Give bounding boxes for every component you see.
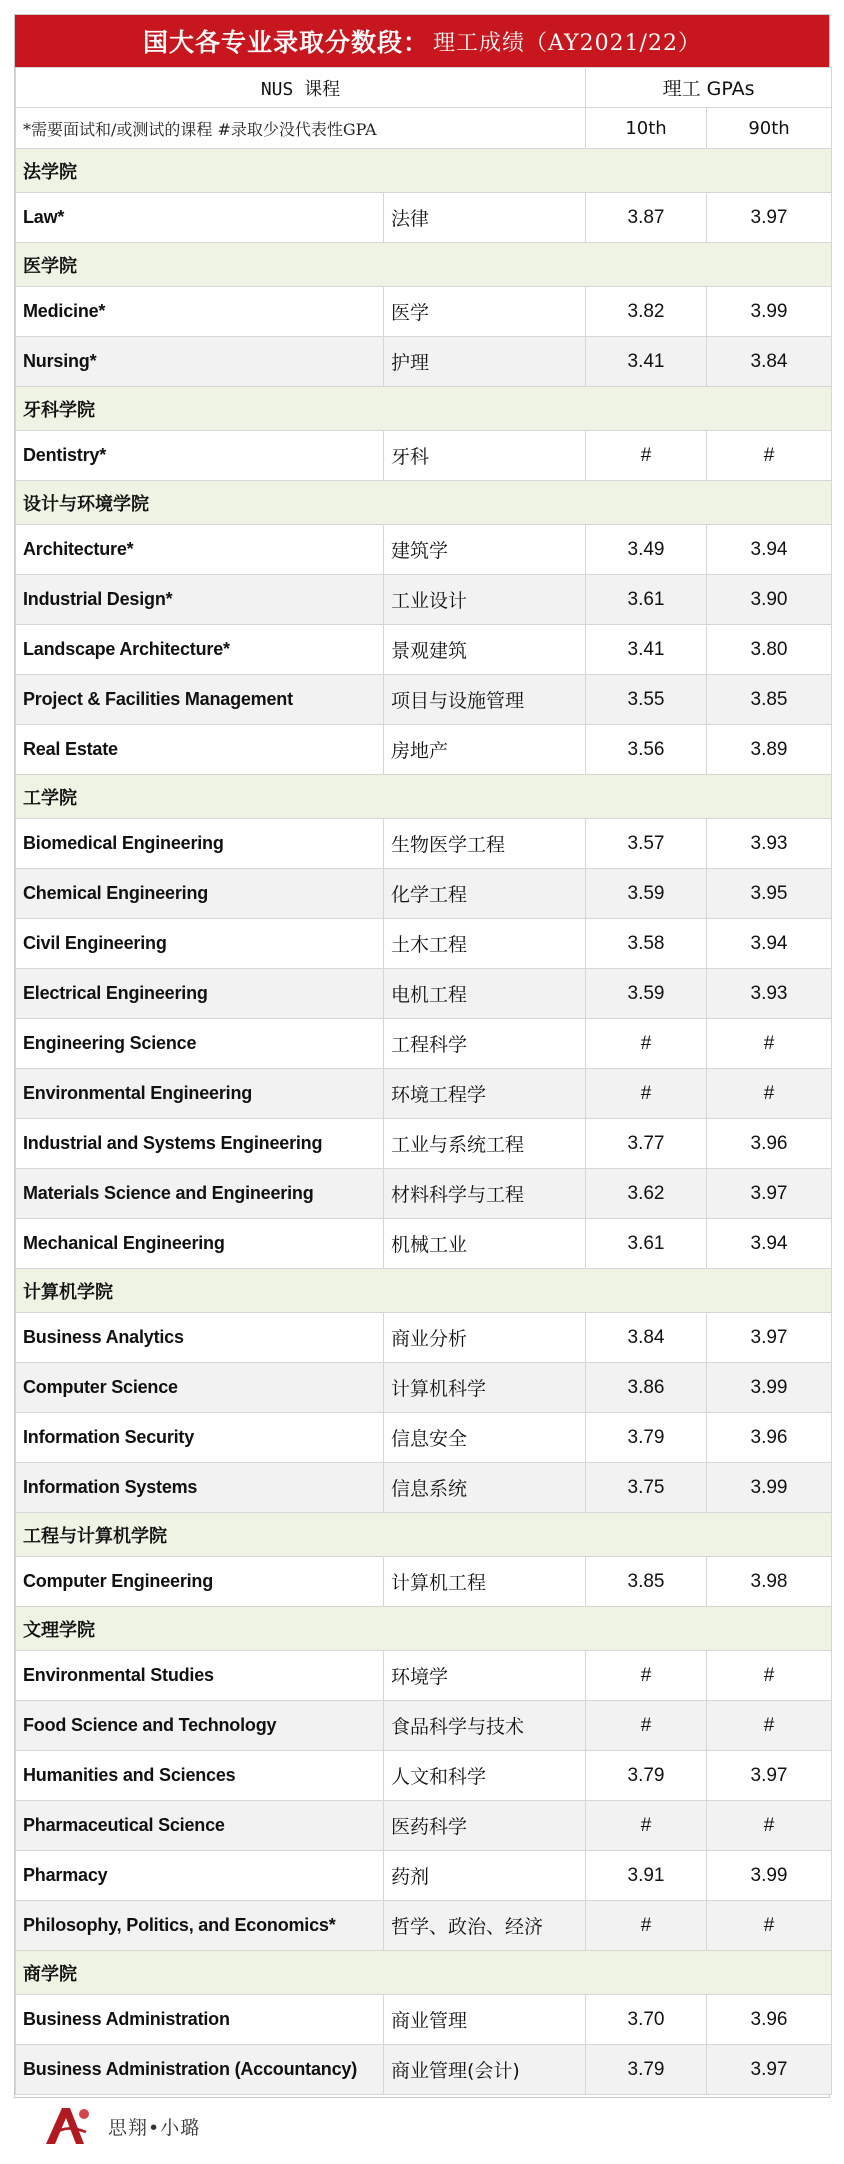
gpa-90th: 3.85: [707, 675, 832, 725]
course-header: NUS 课程: [16, 68, 586, 108]
footer: [14, 2098, 830, 2154]
subheader-row: [16, 108, 832, 149]
gpa-10th: 3.79: [586, 2045, 707, 2095]
course-name-en: Business Analytics: [16, 1313, 384, 1363]
gpa-10th: 3.79: [586, 1751, 707, 1801]
course-name-en: Electrical Engineering: [16, 969, 384, 1019]
gpa-table: [15, 67, 832, 2095]
header-row: [16, 68, 832, 108]
faculty-name: 设计与环境学院: [16, 481, 832, 525]
gpa-90th: #: [707, 1901, 832, 1951]
course-name-en: Environmental Engineering: [16, 1069, 384, 1119]
course-name-en: Computer Science: [16, 1363, 384, 1413]
gpa-table-card: [14, 14, 830, 2098]
gpa-10th: 3.41: [586, 625, 707, 675]
gpa-10th: #: [586, 1019, 707, 1069]
table-row: [16, 337, 832, 387]
gpa-10th: 3.91: [586, 1851, 707, 1901]
faculty-name: 文理学院: [16, 1607, 832, 1651]
table-row: [16, 575, 832, 625]
gpa-90th: 3.96: [707, 1413, 832, 1463]
title-sub: 理工成绩（AY2021/22）: [433, 30, 701, 56]
gpa-10th: 3.61: [586, 575, 707, 625]
gpa-10th: 3.79: [586, 1413, 707, 1463]
course-name-cn: 生物医学工程: [384, 819, 586, 869]
course-name-cn: 电机工程: [384, 969, 586, 1019]
table-row: [16, 525, 832, 575]
course-name-en: Dentistry*: [16, 431, 384, 481]
course-name-en: Medicine*: [16, 287, 384, 337]
gpa-90th: 3.96: [707, 1119, 832, 1169]
course-name-cn: 材料科学与工程: [384, 1169, 586, 1219]
course-name-en: Landscape Architecture*: [16, 625, 384, 675]
table-row: [16, 287, 832, 337]
table-row: [16, 919, 832, 969]
gpa-10th: 3.87: [586, 193, 707, 243]
course-name-en: Real Estate: [16, 725, 384, 775]
course-name-en: Information Security: [16, 1413, 384, 1463]
gpa-10th: 3.57: [586, 819, 707, 869]
table-row: [16, 1219, 832, 1269]
gpa-10th: #: [586, 1651, 707, 1701]
gpa-10th: 3.49: [586, 525, 707, 575]
faculty-name: 法学院: [16, 149, 832, 193]
gpa-90th: 3.97: [707, 1751, 832, 1801]
course-name-en: Pharmaceutical Science: [16, 1801, 384, 1851]
table-row: [16, 625, 832, 675]
course-name-en: Architecture*: [16, 525, 384, 575]
course-name-en: Biomedical Engineering: [16, 819, 384, 869]
table-row: [16, 869, 832, 919]
faculty-name: 工学院: [16, 775, 832, 819]
faculty-row: [16, 775, 832, 819]
gpa-90th: #: [707, 431, 832, 481]
gpa-90th: #: [707, 1651, 832, 1701]
table-row: [16, 1801, 832, 1851]
gpa-90th: 3.93: [707, 969, 832, 1019]
p10-header: 10th: [586, 108, 707, 149]
gpa-90th: 3.94: [707, 525, 832, 575]
gpa-10th: 3.58: [586, 919, 707, 969]
faculty-name: 医学院: [16, 243, 832, 287]
gpa-90th: #: [707, 1801, 832, 1851]
gpa-90th: 3.95: [707, 869, 832, 919]
faculty-row: [16, 243, 832, 287]
course-name-cn: 建筑学: [384, 525, 586, 575]
table-row: [16, 1557, 832, 1607]
gpa-10th: 3.59: [586, 969, 707, 1019]
gpa-10th: 3.85: [586, 1557, 707, 1607]
table-row: [16, 1313, 832, 1363]
faculty-row: [16, 387, 832, 431]
gpa-90th: #: [707, 1069, 832, 1119]
gpa-90th: #: [707, 1701, 832, 1751]
course-name-en: Information Systems: [16, 1463, 384, 1513]
table-row: [16, 969, 832, 1019]
table-row: [16, 725, 832, 775]
gpa-90th: 3.99: [707, 1463, 832, 1513]
table-row: [16, 431, 832, 481]
course-name-en: Industrial Design*: [16, 575, 384, 625]
gpa-10th: #: [586, 1801, 707, 1851]
gpa-90th: 3.99: [707, 1851, 832, 1901]
course-name-cn: 食品科学与技术: [384, 1701, 586, 1751]
table-row: [16, 1901, 832, 1951]
course-name-cn: 法律: [384, 193, 586, 243]
faculty-row: [16, 481, 832, 525]
brand-name: 思翔•小璐: [108, 2116, 201, 2139]
table-row: [16, 1701, 832, 1751]
course-name-cn: 商业管理: [384, 1995, 586, 2045]
course-name-cn: 计算机科学: [384, 1363, 586, 1413]
course-name-en: Industrial and Systems Engineering: [16, 1119, 384, 1169]
gpa-10th: 3.86: [586, 1363, 707, 1413]
course-name-en: Philosophy, Politics, and Economics*: [16, 1901, 384, 1951]
table-row: [16, 2045, 832, 2095]
course-name-en: Civil Engineering: [16, 919, 384, 969]
faculty-name: 牙科学院: [16, 387, 832, 431]
course-name-en: Nursing*: [16, 337, 384, 387]
table-row: [16, 819, 832, 869]
course-name-en: Business Administration (Accountancy): [16, 2045, 384, 2095]
faculty-name: 商学院: [16, 1951, 832, 1995]
table-row: [16, 1651, 832, 1701]
course-name-cn: 人文和科学: [384, 1751, 586, 1801]
table-row: [16, 1413, 832, 1463]
gpa-10th: #: [586, 1701, 707, 1751]
gpa-header: 理工 GPAs: [586, 68, 832, 108]
course-name-en: Food Science and Technology: [16, 1701, 384, 1751]
course-name-cn: 信息安全: [384, 1413, 586, 1463]
gpa-90th: 3.93: [707, 819, 832, 869]
gpa-10th: #: [586, 431, 707, 481]
course-name-cn: 景观建筑: [384, 625, 586, 675]
course-name-en: Chemical Engineering: [16, 869, 384, 919]
faculty-name: 计算机学院: [16, 1269, 832, 1313]
gpa-90th: 3.98: [707, 1557, 832, 1607]
gpa-90th: 3.89: [707, 725, 832, 775]
course-name-cn: 医学: [384, 287, 586, 337]
p90-header: 90th: [707, 108, 832, 149]
table-row: [16, 1751, 832, 1801]
gpa-90th: 3.80: [707, 625, 832, 675]
table-row: [16, 675, 832, 725]
course-name-cn: 药剂: [384, 1851, 586, 1901]
course-name-en: Humanities and Sciences: [16, 1751, 384, 1801]
course-name-cn: 护理: [384, 337, 586, 387]
course-name-cn: 房地产: [384, 725, 586, 775]
course-name-cn: 工业与系统工程: [384, 1119, 586, 1169]
course-name-cn: 项目与设施管理: [384, 675, 586, 725]
gpa-10th: 3.84: [586, 1313, 707, 1363]
legend-note: *需要面试和/或测试的课程 #录取少没代表性GPA: [16, 108, 586, 149]
course-name-cn: 土木工程: [384, 919, 586, 969]
gpa-10th: #: [586, 1069, 707, 1119]
gpa-10th: 3.41: [586, 337, 707, 387]
course-name-en: Law*: [16, 193, 384, 243]
course-name-cn: 商业分析: [384, 1313, 586, 1363]
course-name-cn: 哲学、政治、经济: [384, 1901, 586, 1951]
faculty-row: [16, 1951, 832, 1995]
course-name-en: Materials Science and Engineering: [16, 1169, 384, 1219]
gpa-10th: 3.56: [586, 725, 707, 775]
gpa-90th: 3.97: [707, 1313, 832, 1363]
course-name-en: Business Administration: [16, 1995, 384, 2045]
table-row: [16, 1119, 832, 1169]
course-name-en: Mechanical Engineering: [16, 1219, 384, 1269]
faculty-row: [16, 149, 832, 193]
course-name-en: Environmental Studies: [16, 1651, 384, 1701]
course-name-cn: 环境工程学: [384, 1069, 586, 1119]
table-row: [16, 1463, 832, 1513]
course-name-cn: 工程科学: [384, 1019, 586, 1069]
gpa-10th: 3.82: [586, 287, 707, 337]
table-row: [16, 1169, 832, 1219]
table-title: [15, 15, 829, 67]
gpa-10th: 3.62: [586, 1169, 707, 1219]
table-row: [16, 1363, 832, 1413]
faculty-row: [16, 1607, 832, 1651]
course-name-en: Computer Engineering: [16, 1557, 384, 1607]
course-name-cn: 商业管理(会计): [384, 2045, 586, 2095]
gpa-10th: 3.70: [586, 1995, 707, 2045]
gpa-90th: 3.90: [707, 575, 832, 625]
gpa-90th: #: [707, 1019, 832, 1069]
title-main: 国大各专业录取分数段：: [143, 28, 430, 57]
table-row: [16, 1019, 832, 1069]
course-name-cn: 牙科: [384, 431, 586, 481]
gpa-90th: 3.97: [707, 193, 832, 243]
gpa-90th: 3.94: [707, 919, 832, 969]
gpa-10th: 3.75: [586, 1463, 707, 1513]
table-row: [16, 1851, 832, 1901]
faculty-row: [16, 1269, 832, 1313]
gpa-90th: 3.99: [707, 287, 832, 337]
gpa-90th: 3.96: [707, 1995, 832, 2045]
gpa-10th: #: [586, 1901, 707, 1951]
logo-icon: [40, 2104, 94, 2148]
course-name-en: Pharmacy: [16, 1851, 384, 1901]
table-body: [16, 68, 832, 2095]
gpa-90th: 3.99: [707, 1363, 832, 1413]
gpa-10th: 3.61: [586, 1219, 707, 1269]
faculty-name: 工程与计算机学院: [16, 1513, 832, 1557]
table-row: [16, 1069, 832, 1119]
course-name-cn: 医药科学: [384, 1801, 586, 1851]
gpa-10th: 3.55: [586, 675, 707, 725]
course-name-cn: 机械工业: [384, 1219, 586, 1269]
course-name-cn: 环境学: [384, 1651, 586, 1701]
course-name-en: Engineering Science: [16, 1019, 384, 1069]
gpa-10th: 3.77: [586, 1119, 707, 1169]
course-name-cn: 工业设计: [384, 575, 586, 625]
gpa-90th: 3.97: [707, 2045, 832, 2095]
gpa-10th: 3.59: [586, 869, 707, 919]
course-name-cn: 化学工程: [384, 869, 586, 919]
table-row: [16, 193, 832, 243]
gpa-90th: 3.97: [707, 1169, 832, 1219]
table-row: [16, 1995, 832, 2045]
course-name-cn: 计算机工程: [384, 1557, 586, 1607]
gpa-90th: 3.94: [707, 1219, 832, 1269]
brand-logo: [40, 2104, 94, 2148]
faculty-row: [16, 1513, 832, 1557]
course-name-cn: 信息系统: [384, 1463, 586, 1513]
course-name-en: Project & Facilities Management: [16, 675, 384, 725]
gpa-90th: 3.84: [707, 337, 832, 387]
